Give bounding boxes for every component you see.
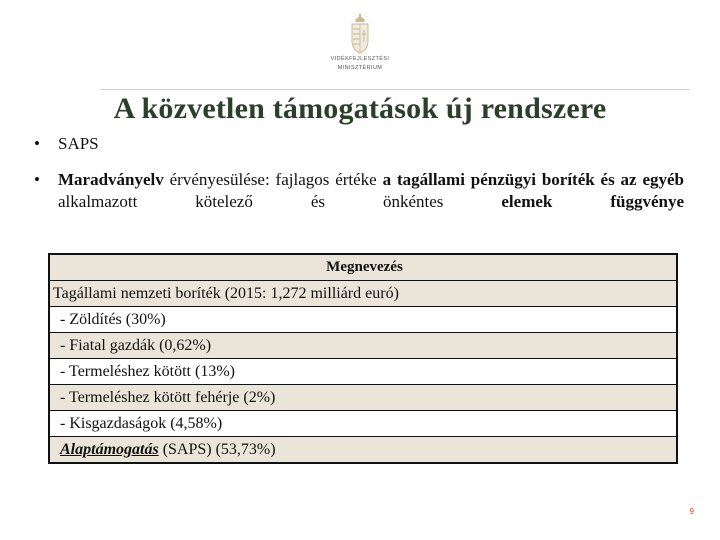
bullet-text: érvényesülése: fajlagos értéke	[163, 170, 383, 189]
table-cell: - Zöldítés (30%)	[49, 307, 677, 333]
bullet-text-line1	[58, 169, 684, 213]
table-row	[49, 385, 677, 411]
allocation-table	[48, 253, 678, 464]
bullet-dot: •	[34, 170, 40, 189]
bullet-item-maradvanyelv	[34, 169, 684, 213]
bullet-text: alkalmazott kötelező és önkéntes	[58, 192, 502, 211]
ministry-logo	[320, 14, 400, 72]
table-cell-emphasis: Alaptámogatás	[60, 441, 159, 458]
bullet-emphasis: Maradványelv	[58, 170, 164, 189]
table-row	[49, 359, 677, 385]
header-divider	[100, 89, 690, 90]
table-header-row	[49, 254, 677, 281]
table-cell-text: (SAPS) (53,73%)	[158, 441, 276, 458]
page-number: 9	[689, 507, 694, 516]
table-row	[49, 411, 677, 437]
table-row	[49, 281, 677, 307]
bullet-dot: •	[34, 134, 40, 153]
coat-of-arms-icon	[349, 14, 371, 54]
table-cell: - Fiatal gazdák (0,62%)	[49, 333, 677, 359]
table-row	[49, 437, 677, 464]
table-cell: - Kisgazdaságok (4,58%)	[49, 411, 677, 437]
table-cell-alaptamogatas	[49, 437, 677, 464]
bullet-list	[34, 133, 684, 227]
bullet-text: SAPS	[58, 134, 99, 153]
table-cell: - Termeléshez kötött (13%)	[49, 359, 677, 385]
table-row	[49, 307, 677, 333]
bullet-emphasis: a tagállami pénzügyi boríték és az egyéb	[382, 170, 684, 189]
table-header-cell: Megnevezés	[49, 254, 677, 281]
table-cell: Tagállami nemzeti boríték (2015: 1,272 milliárd euró)	[49, 281, 677, 307]
bullet-emphasis: elemek függvénye	[501, 192, 684, 211]
table-cell: - Termeléshez kötött fehérje (2%)	[49, 385, 677, 411]
ministry-name-line1: VIDÉKFEJLESZTÉSI	[330, 56, 390, 62]
bullet-item-saps	[34, 133, 684, 155]
slide-title: A közvetlen támogatások új rendszere	[113, 92, 607, 125]
table-row	[49, 333, 677, 359]
ministry-name-line2: MINISZTÉRIUM	[337, 65, 383, 71]
